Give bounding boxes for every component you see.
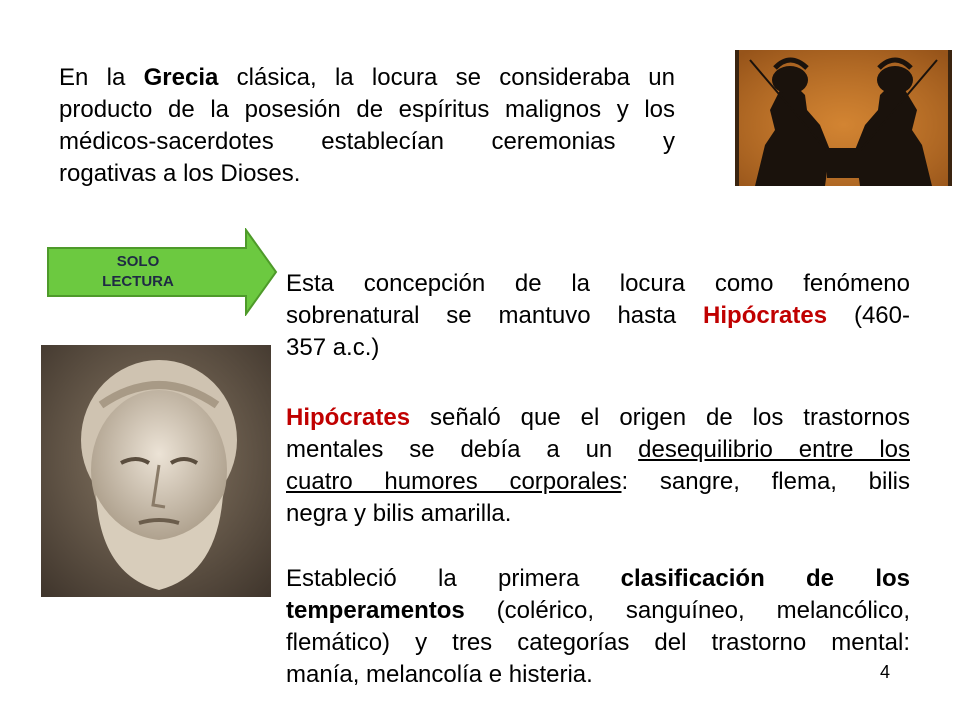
hipocrates-term: Hipócrates — [286, 404, 411, 431]
grecia-term: Grecia — [143, 64, 219, 91]
page-number: 4 — [880, 662, 891, 682]
concept-paragraph: Esta concepción de la locura como fenómeno sobrenatural se mantuvo hasta Hipócrates (460- 357 a.c.) — [286, 270, 910, 361]
hipocrates-term: Hipócrates — [703, 302, 828, 329]
badge-label: SOLO LECTURA — [102, 253, 174, 290]
intro-paragraph: En la Grecia clásica, la locura se consideraba un producto de la posesión de espíritus malignos y los médicos-sacerdotes establecían ceremonias y rogativas a los Dioses. — [59, 64, 675, 187]
temperaments-paragraph: Estableció la primera clasificación de los temperamentos (colérico, sanguíneo, melancólico, flemático) y tres categorías del trastorno mental: manía, melancolía e histeria. — [286, 565, 911, 688]
greek-vase-image — [735, 50, 952, 186]
humors-paragraph: Hipócrates señaló que el origen de los trastornos mentales se debía a un desequilibrio entre los cuatro humores corporales: sangre, flema, bilis negra y bilis amarilla. — [286, 404, 911, 527]
philosopher-bust-image — [41, 345, 271, 597]
